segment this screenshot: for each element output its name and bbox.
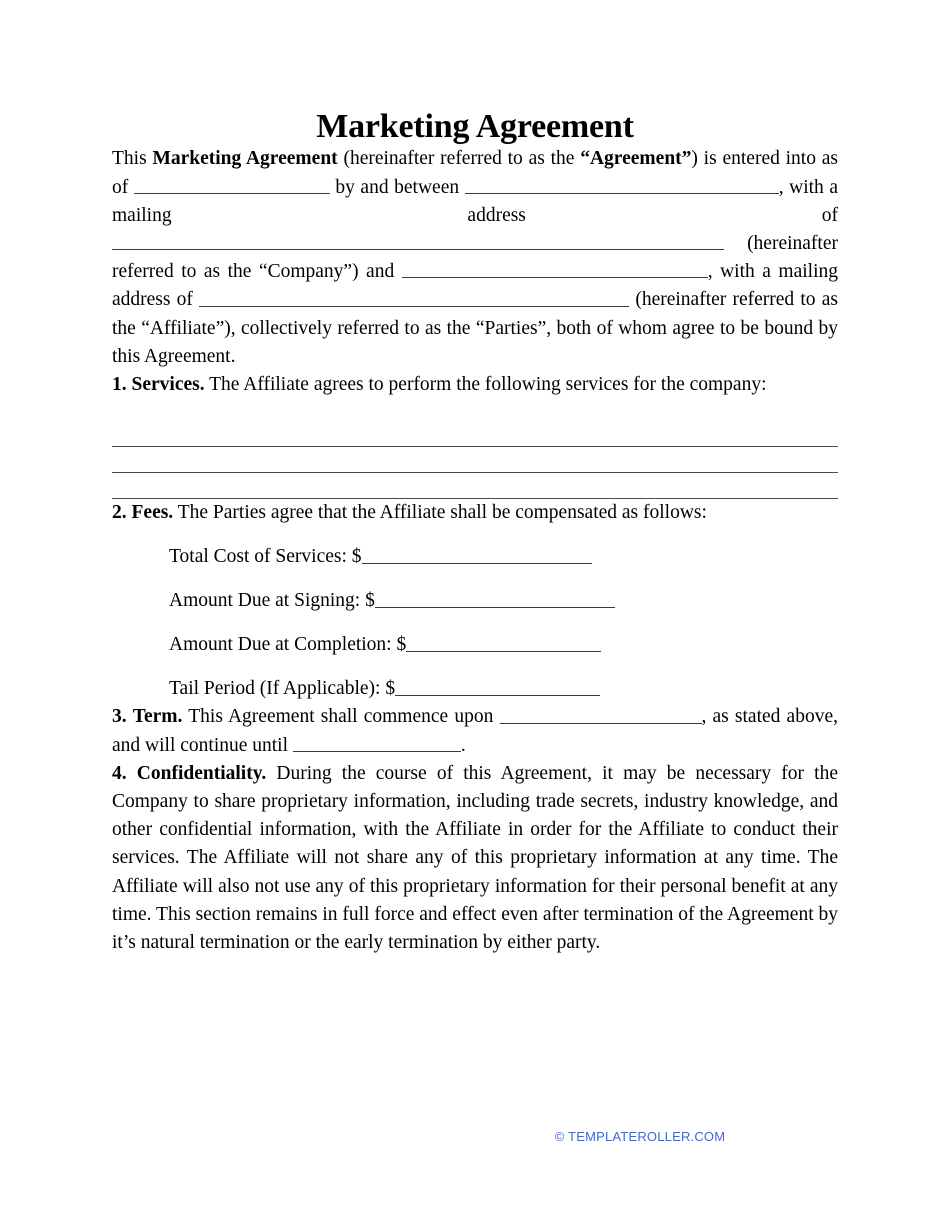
fee-blank-total-cost[interactable]	[362, 545, 592, 564]
blank-term-end-date[interactable]	[293, 733, 461, 752]
section-4-heading: Confidentiality.	[136, 762, 267, 784]
intro-text-5: , with a mailing address of	[112, 176, 839, 226]
section-3-term	[112, 703, 838, 759]
intro-bold-agreement-term: “Agreement”	[580, 148, 692, 170]
fee-list	[112, 543, 838, 703]
services-answer-line[interactable]	[112, 473, 838, 499]
intro-text-4: by and between	[329, 176, 465, 198]
blank-company-name[interactable]	[465, 175, 779, 194]
fee-label-tail-period: Tail Period (If Applicable): $	[169, 678, 396, 700]
blank-company-address[interactable]	[112, 231, 724, 250]
intro-text-2: (hereinafter referred to as the	[337, 148, 581, 170]
section-3-body-c: .	[460, 734, 466, 756]
intro-text-6: (hereinafter referred to as the “Company”) and	[112, 233, 838, 283]
section-4-confidentiality	[112, 760, 838, 957]
section-1-services	[112, 371, 838, 399]
blank-affiliate-name[interactable]	[402, 259, 708, 278]
fee-blank-tail-period[interactable]	[395, 677, 600, 696]
intro-text-1: This	[112, 148, 153, 170]
section-2-fees	[112, 499, 748, 527]
section-2-number: 2.	[112, 502, 127, 524]
fee-label-due-signing: Amount Due at Signing: $	[169, 590, 375, 612]
templateroller-watermark[interactable]: © TEMPLATEROLLER.COM	[554, 1129, 726, 1144]
fee-row-due-signing	[112, 587, 838, 615]
fee-row-tail-period	[112, 675, 838, 703]
section-1-number: 1.	[112, 374, 127, 396]
footer	[0, 1128, 950, 1146]
section-2-heading: Fees.	[131, 502, 174, 524]
intro-text-3: ) is entered into as of	[112, 148, 838, 198]
fee-row-due-completion	[112, 631, 838, 659]
intro-bold-agreement-name: Marketing Agreement	[152, 148, 338, 170]
services-answer-line[interactable]	[112, 447, 838, 473]
section-3-body-a: This Agreement shall commence upon	[182, 706, 500, 728]
intro-text-7: , with a mailing address of	[112, 261, 838, 311]
section-1-heading: Services.	[131, 374, 205, 396]
page-title: Marketing Agreement	[316, 108, 634, 145]
document-content	[112, 0, 838, 957]
intro-paragraph	[112, 145, 838, 371]
fee-blank-due-signing[interactable]	[375, 589, 615, 608]
fee-blank-due-completion[interactable]	[406, 633, 601, 652]
services-answer-lines	[112, 421, 838, 499]
section-3-heading: Term.	[132, 706, 183, 728]
fee-label-due-completion: Amount Due at Completion: $	[169, 634, 407, 656]
blank-term-start-date[interactable]	[500, 705, 702, 724]
intro-text-8: (hereinafter referred to as the “Affiliate”), collectively referred to as the “Parties”, both of whom agree to be bound by this Agreement.	[112, 289, 838, 367]
blank-effective-date[interactable]	[134, 175, 330, 194]
section-1-body: The Affiliate agrees to perform the following services for the company:	[204, 374, 767, 396]
section-3-number: 3.	[112, 706, 127, 728]
section-4-body: During the course of this Agreement, it may be necessary for the Company to share proprietary information, including trade secrets, industry knowledge, and other confidential information, with the Affiliate in order for the Affiliate to conduct their services. The Affiliate will not share any of this proprietary information at any time. The Affiliate will also not use any of this proprietary information for their personal benefit at any time. This section remains in full force and effect even after termination of the Agreement by it’s natural termination or the early termination by either party.	[112, 762, 839, 954]
fee-label-total-cost: Total Cost of Services: $	[169, 546, 362, 568]
section-4-number: 4.	[112, 762, 127, 784]
fee-row-total-cost	[112, 543, 838, 571]
section-2-body: The Parties agree that the Affiliate shall be compensated as follows:	[173, 502, 707, 524]
blank-affiliate-address[interactable]	[199, 288, 629, 307]
services-answer-line[interactable]	[112, 421, 838, 447]
section-3-body-b: , as stated above, and will continue until	[112, 706, 838, 756]
